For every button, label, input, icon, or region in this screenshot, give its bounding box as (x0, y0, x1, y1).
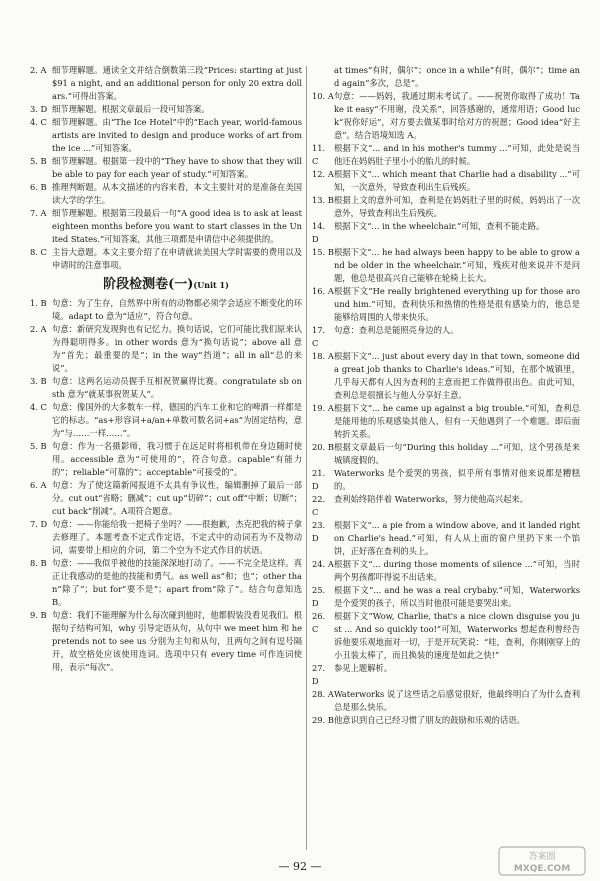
right-column (312, 64, 580, 854)
answer-number: 29. B (312, 715, 334, 725)
answer-explanation: 句意：这两名运动员握手互相祝贺赢得比赛。congratulate sb on sth 意为“就某事祝贺某人”。 (52, 376, 302, 399)
answer-entry (312, 220, 580, 246)
answer-entry (312, 558, 580, 584)
answer-explanation: 细节理解题。通读全文并结合倒数第三段“Prices: starting at just $91 a night, and an additional person for only 20 extra dollars.”可得出答案。 (52, 65, 302, 101)
svg-text:答案圈: 答案圈 (528, 852, 556, 862)
answer-explanation: 根据下文“... which meant that Charlie had a disability ...”可知，一次意外，导致查利出生后残疾。 (334, 169, 580, 192)
answer-number: 7. D (30, 519, 48, 529)
answer-explanation: 句意：作为一名摄影师，我习惯于在远足时将相机带在身边随时使用。accessible 意为“可使用的”，符合句意。capable“有能力的”；reliable“可靠的”；acceptable“可接受的”。 (52, 441, 302, 477)
answer-entry (30, 609, 302, 674)
left-column (30, 64, 302, 854)
answer-entry (30, 479, 302, 518)
answer-explanation: 句意：——妈妈，我通过期末考试了。——祝贺你取得了成功！Take it easy“不用谢，没关系”，回答感谢的，通常用语；Good luck“祝你好运”，对方要去做某事时给对方的祝愿；Good idea“好主意”。结合语境知选 A。 (334, 91, 580, 140)
answer-explanation: 根据下文“... he had always been happy to be able to grow and be older in the wheelchair.”可知，残疾对他来说并不是问题，他总是很高兴自己能够在轮椅上长大。 (334, 247, 580, 283)
answer-entry (312, 350, 580, 402)
answer-explanation: 根据下文“... he came up against a big trouble.”可知，查利总是能用他的乐观感染其他人，但有一天他遇到了一个难题。即后面转折关系。 (334, 403, 580, 439)
answer-number: 21. D (312, 468, 326, 491)
answer-explanation: 句意：——你能给我一把椅子坐吗？——很抱歉，杰克把我的椅子拿去修理了。本题考查不定式作定语，不定式中的动词若为不及物动词，需要带上相应的介词，第二个空为不定式作目的状语。 (52, 519, 302, 555)
answer-number: 13. B (312, 195, 334, 205)
answer-explanation: 查利始终陪伴着 Waterworks，努力使他高兴起来。 (334, 494, 528, 504)
answer-explanation: 细节理解题。根据文章最后一段可知答案。 (52, 104, 210, 114)
answer-explanation: 根据下文“Wow, Charlie, that's a nice clown disguise you just ... And so quickly too!”可知，Waterworks 想起查利曾经告诉他要乐观地面对一切，于是开玩笑说：“哇，查利，你刚刚穿上的小丑装太棒了，而且换装的速度是如此之快!” (334, 611, 580, 660)
answer-number: 26. C (312, 611, 326, 634)
answer-explanation: 根据上文的意外可知，查利是在妈妈肚子里的时候，妈妈出了一次意外，导致查利出生后残疾。 (334, 195, 580, 218)
answer-explanation: 根据下文“... in the wheelchair.”可知，查利不能走路。 (334, 221, 545, 231)
answer-explanation: 根据文章最后一句“During this holiday ...”可知，这个男孩是来城镇度假的。 (334, 442, 580, 465)
answer-entry (312, 441, 580, 467)
answer-number: 4. C (30, 117, 47, 127)
answer-entry (312, 246, 580, 285)
answer-explanation: 推理判断题。从本文描述的内容来看，本文主要针对的是准备在美国读大学的学生。 (52, 182, 302, 205)
answer-number: 20. B (312, 442, 334, 452)
answer-number: 25. D (312, 585, 326, 608)
answer-number: 6. B (30, 182, 47, 192)
answer-entry (30, 557, 302, 609)
answer-number: 27. D (312, 663, 326, 686)
answer-number: 10. A (312, 91, 334, 101)
answer-entry (30, 518, 302, 557)
answer-explanation: 细节理解题。由“The Ice Hotel”中的“Each year, world-famous artists are invited to design and produce works of art from the ice ...”可知答案。 (52, 117, 302, 153)
continued-text: at times“有时，偶尔”；once in a while“有时，偶尔”；time and again“多次，总是”。 (334, 65, 580, 88)
answer-number: 23. D (312, 520, 326, 543)
answer-number: 1. B (30, 298, 47, 308)
answer-entry (30, 297, 302, 323)
answer-explanation: 句意：新研究发现狗也有记忆力。换句话说，它们可能比我们原来认为得聪明得多。in other words 意为“换句话说”；above all 意为“首先；最重要的是”；in the way“挡道”；all in all“总的来说”。 (52, 324, 302, 373)
page-number: — 92 — (278, 860, 322, 873)
answer-number: 22. C (312, 494, 326, 517)
answer-entry (30, 181, 302, 207)
answer-number: 5. B (30, 156, 47, 166)
answer-number: 2. A (30, 324, 47, 334)
answer-number: 14. D (312, 221, 326, 244)
answer-number: 19. A (312, 403, 334, 413)
answer-explanation: 根据下文“... during those moments of silence ...”可知，当时两个男孩都吓得说不出话来。 (334, 559, 580, 582)
answer-number: 18. A (312, 351, 334, 361)
answer-explanation: 句意：查利总是能照亮身边的人。 (334, 325, 459, 335)
answer-explanation: 根据下文“He really brightened everything up for those around him.”可知，查利快乐和热情的性格是很有感染力的，他总是能够给周围的人带来快乐。 (334, 286, 580, 322)
answer-entry (312, 194, 580, 220)
answer-explanation: 根据下文“... a pie from a window above, and it landed right on Charlie's head.”可知，有人从上面的窗户里扔下来一个馅饼，正好落在查利的头上。 (334, 520, 580, 556)
answer-number: 9. B (30, 610, 47, 620)
answer-entry (312, 662, 580, 688)
answer-entry (312, 584, 580, 610)
answer-number: 2. A (30, 65, 47, 75)
answer-explanation: 句意：为了生存，自然界中所有的动物都必须学会适应不断变化的环境。adapt to 意为“适应”，符合句意。 (52, 298, 302, 321)
answer-number: 17. C (312, 325, 326, 348)
answer-entry (312, 688, 580, 714)
answer-entry (312, 519, 580, 558)
answer-explanation: 句意：我们不能理解为什么每次碰到他时，他都假装没看见我们。根据句子结构可知，why 引导定语从句，从句中 we meet him 和 he pretends not to see us 分别为主句和从句，且两句之间有逗号隔开，故空格处应该使用连词。选项中只有 every time 可作连词使用，表示“每次”。 (52, 610, 302, 672)
answer-entry (30, 323, 302, 375)
svg-text:MXQE.COM: MXQE.COM (513, 864, 571, 874)
answer-explanation: 参见上题解析。 (334, 663, 393, 673)
answer-number: 3. B (30, 376, 47, 386)
answer-entry (312, 285, 580, 324)
answer-number: 4. C (30, 402, 47, 412)
answer-entry (312, 142, 580, 168)
answer-entry (30, 207, 302, 246)
answer-number: 15. B (312, 247, 334, 257)
answer-entry (312, 168, 580, 194)
answer-explanation: Waterworks 说了这些话之后感觉很好，他最终明白了为什么查利总是那么快乐。 (334, 689, 580, 712)
answer-entry (30, 440, 302, 479)
answer-number: 8. C (30, 247, 47, 257)
answer-entry (312, 402, 580, 441)
answer-explanation: 细节理解题。根据第三段最后一句“A good idea is to ask at least eighteen months before you want to start classes in the United States.”可知答案，其他三项都是申请信中必须提供的。 (52, 208, 302, 244)
answer-entry (30, 375, 302, 401)
answer-explanation: 根据下文“... and in his mother's tummy ...”可知，此处是说当他还在妈妈肚子里小小的胎儿的时候。 (334, 143, 580, 166)
answer-explanation: 细节理解题。根据第一段中的“They have to show that they will be able to pay for each year of study.”可知答案。 (52, 156, 302, 179)
answer-entry (30, 64, 302, 103)
answer-entry (30, 155, 302, 181)
section-unit: (Unit 1) (193, 280, 229, 290)
answer-number: 8. B (30, 558, 47, 568)
answer-number: 12. A (312, 169, 334, 179)
answer-explanation: 根据下文“... just about every day in that town, someone did a great job thanks to Charlie's ideas.”可知，在那个城镇里，几乎每天都有人因为查利的主意而把工作做得很出色。由此可知，查利总是很擅长与他人分享好主意。 (334, 351, 580, 400)
section-title-text: 阶段检测卷(一) (103, 277, 194, 292)
answer-number: 3. D (30, 104, 48, 114)
answer-entry (312, 467, 580, 493)
answer-number: 24. A (312, 559, 334, 569)
answer-explanation: 主旨大意题。本文主要介绍了在申请就读美国大学时需要的费用以及申请时的注意事项。 (52, 247, 302, 270)
answer-explanation: Waterworks 是个爱哭的男孩，似乎所有事情对他来说都是糟糕的。 (334, 468, 580, 491)
answer-number: 5. B (30, 441, 47, 451)
answer-explanation: 句意：为了使这篇新闻报道不太具有争议性，编辑删掉了最后一部分。cut out“省略；删减”；cut up“切碎”；cut off“中断；切断”；cut back“削减”。A项符合题意。 (52, 480, 302, 516)
left-post-entries (30, 297, 302, 674)
answer-entry (30, 116, 302, 155)
answer-entry (30, 401, 302, 440)
left-pre-entries (30, 64, 302, 272)
answer-number: 7. A (30, 208, 47, 218)
answer-number: 6. A (30, 480, 47, 490)
section-title (30, 274, 302, 296)
answer-number: 16. A (312, 286, 334, 296)
answer-entry (30, 246, 302, 272)
answer-entry (30, 103, 302, 116)
answer-explanation: 他意识到自己已经习惯了朋友的鼓励和乐观的话语。 (334, 715, 525, 725)
answer-explanation: 句意：像国外的大多数车一样，德国的汽车工业和它的啤酒一样都是它的标志。“as+形容词+a/an+单数可数名词+as”为固定结构，意为“与……一样……”。 (52, 402, 302, 438)
answer-entry (312, 90, 580, 142)
answer-explanation: 根据下文“... and he was a real crybaby.”可知，Waterworks 是个爱哭的孩子，所以当时他很可能是要哭出来。 (334, 585, 580, 608)
answer-number: 11. C (312, 143, 326, 166)
answer-entry (312, 324, 580, 350)
answer-entry (312, 610, 580, 662)
right-entries (312, 90, 580, 727)
answer-entry (312, 493, 580, 519)
column-divider (306, 66, 307, 850)
watermark-logo (498, 846, 586, 876)
answer-number: 28. A (312, 689, 334, 699)
answer-entry (312, 714, 580, 727)
answer-explanation: 句意：——我似乎被他的技能深深地打动了。——不完全是这样。真正让我感动的是他的技能和勇气。as well as“和；也”；other than“除了”；but for“要不是”；apart from“除了”。结合句意知选 B。 (52, 558, 302, 607)
